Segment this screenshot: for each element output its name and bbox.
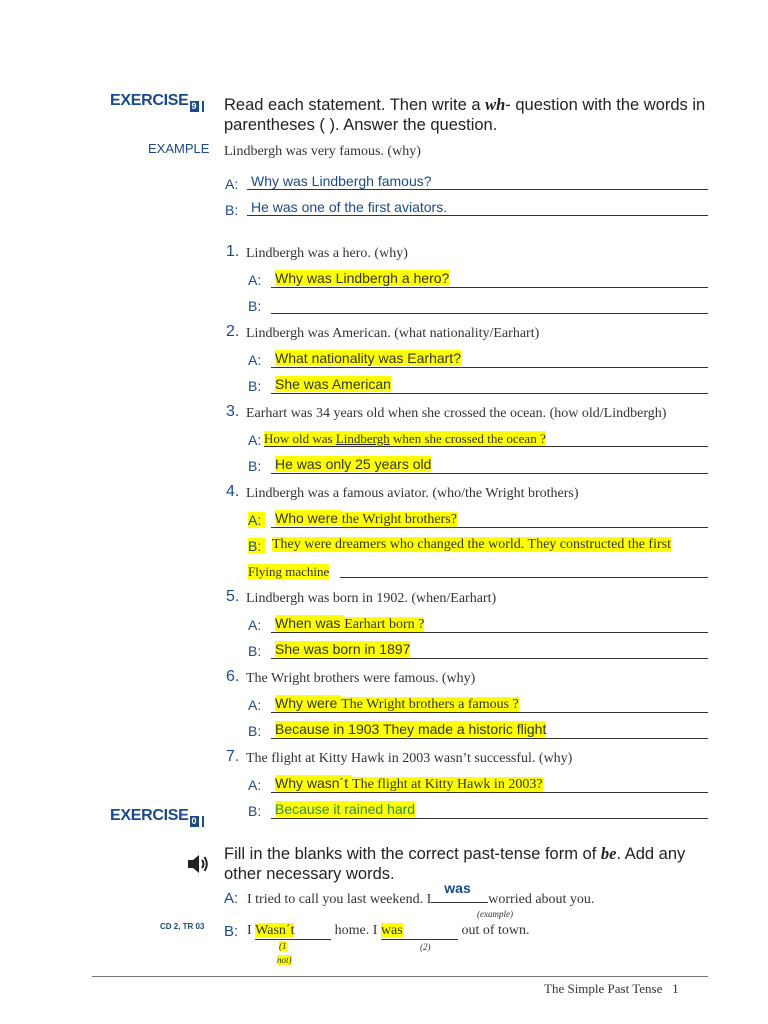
item-a-label: A: [248, 697, 262, 713]
example-b-label: B: [225, 202, 239, 218]
example-tag: EXAMPLE [148, 141, 210, 156]
example-note: (example) [477, 909, 513, 919]
item-b-label: B: [248, 803, 262, 819]
item-a-label: A: [248, 352, 262, 368]
exercise-label: EXERCISE 9 [110, 92, 204, 112]
blank-1-note: (1 [279, 941, 287, 951]
blank-1-answer[interactable]: Wasn´t [255, 923, 295, 938]
item-b-answer[interactable]: She was born in 1897 [275, 641, 411, 657]
item-number: 7. [226, 748, 240, 765]
exercise-number-badge: 9 [190, 101, 205, 112]
item-statement: Lindbergh was a famous aviator. (who/the Wright brothers) [246, 486, 579, 501]
item-b-label: B: [248, 723, 262, 739]
blank-1-note: not) [277, 955, 292, 965]
item-b-answer-line2[interactable]: Flying machine [248, 564, 330, 579]
item-statement: Lindbergh was born in 1902. (when/Earhart) [246, 591, 497, 606]
item-b-label: B: [248, 298, 262, 314]
item-number: 4. [226, 483, 240, 500]
example-a-answer: Why was Lindbergh famous? [251, 173, 432, 189]
example-blank-answer: was [444, 880, 471, 896]
item-a-label: A: [248, 617, 262, 633]
exercise-number-badge: 0 [190, 816, 205, 827]
item-a-answer[interactable]: Who were the Wright brothers? [275, 510, 457, 527]
item-a-answer[interactable]: How old was Lindbergh when she crossed the ocean ? [264, 431, 546, 446]
item-b-label: B: [248, 378, 262, 394]
item-statement: The Wright brothers were famous. (why) [246, 671, 476, 686]
item-statement: Lindbergh was a hero. (why) [246, 246, 408, 261]
dialog-a-label: A: [224, 890, 239, 907]
item-statement: Lindbergh was American. (what nationality/Earhart) [246, 326, 540, 341]
footer-rule [92, 976, 708, 977]
item-b-answer[interactable]: Because it rained hard [275, 801, 416, 817]
item-b-label: B: [248, 458, 262, 474]
item-b-label: B: [248, 643, 262, 659]
item-b-answer[interactable]: He was only 25 years old [275, 456, 432, 472]
cd-track-label: CD 2, TR 03 [160, 922, 205, 931]
example-b-answer: He was one of the first aviators. [251, 199, 448, 215]
item-b-answer-line1[interactable]: They were dreamers who changed the world. They constructed the first [272, 537, 671, 552]
item-number: 1. [226, 243, 240, 260]
item-a-label: A: [248, 272, 262, 288]
dialog-b-text: I Wasn´t home. I was out of town. [247, 923, 530, 938]
item-b-answer[interactable]: Because in 1903 They made a historic flight [275, 721, 547, 737]
item-a-answer[interactable]: Why wasn´t The flight at Kitty Hawk in 2003? [275, 775, 543, 792]
item-statement: Earhart was 34 years old when she crossed the ocean. (how old/Lindbergh) [246, 406, 667, 421]
item-b-label: B: [248, 538, 265, 554]
page-footer: The Simple Past Tense 1 [544, 981, 679, 996]
exercise-label: EXERCISE 0 [110, 807, 204, 827]
item-a-answer[interactable]: Why was Lindbergh a hero? [275, 270, 450, 286]
item-number: 5. [226, 588, 240, 605]
blank-2-answer[interactable]: was [380, 923, 403, 938]
item-number: 2. [226, 323, 240, 340]
dialog-a-text: I tried to call you last weekend. I was worried about you. [247, 880, 595, 907]
blank-2-note: (2) [420, 942, 431, 952]
item-number: 3. [226, 403, 240, 420]
dialog-b-label: B: [224, 923, 239, 940]
exercise-instruction: Read each statement. Then write a wh- question with the words in parentheses ( ). Answer the question. [224, 95, 706, 134]
item-statement: The flight at Kitty Hawk in 2003 wasn’t successful. (why) [246, 751, 573, 766]
item-number: 6. [226, 668, 240, 685]
item-a-label: A: [248, 512, 265, 528]
item-a-label: A: [248, 432, 262, 448]
item-a-answer[interactable]: When was Earhart born ? [275, 615, 425, 632]
exercise2-instruction: Fill in the blanks with the correct past-tense form of be. Add any other necessary words. [224, 844, 686, 883]
item-a-answer[interactable]: Why were The Wright brothers a famous ? [275, 695, 519, 712]
example-statement: Lindbergh was very famous. (why) [224, 144, 421, 159]
speaker-icon[interactable] [186, 852, 210, 881]
item-a-label: A: [248, 777, 262, 793]
item-a-answer[interactable]: What nationality was Earhart? [275, 350, 461, 366]
example-a-label: A: [225, 176, 239, 192]
item-b-answer[interactable]: She was American [275, 376, 391, 392]
